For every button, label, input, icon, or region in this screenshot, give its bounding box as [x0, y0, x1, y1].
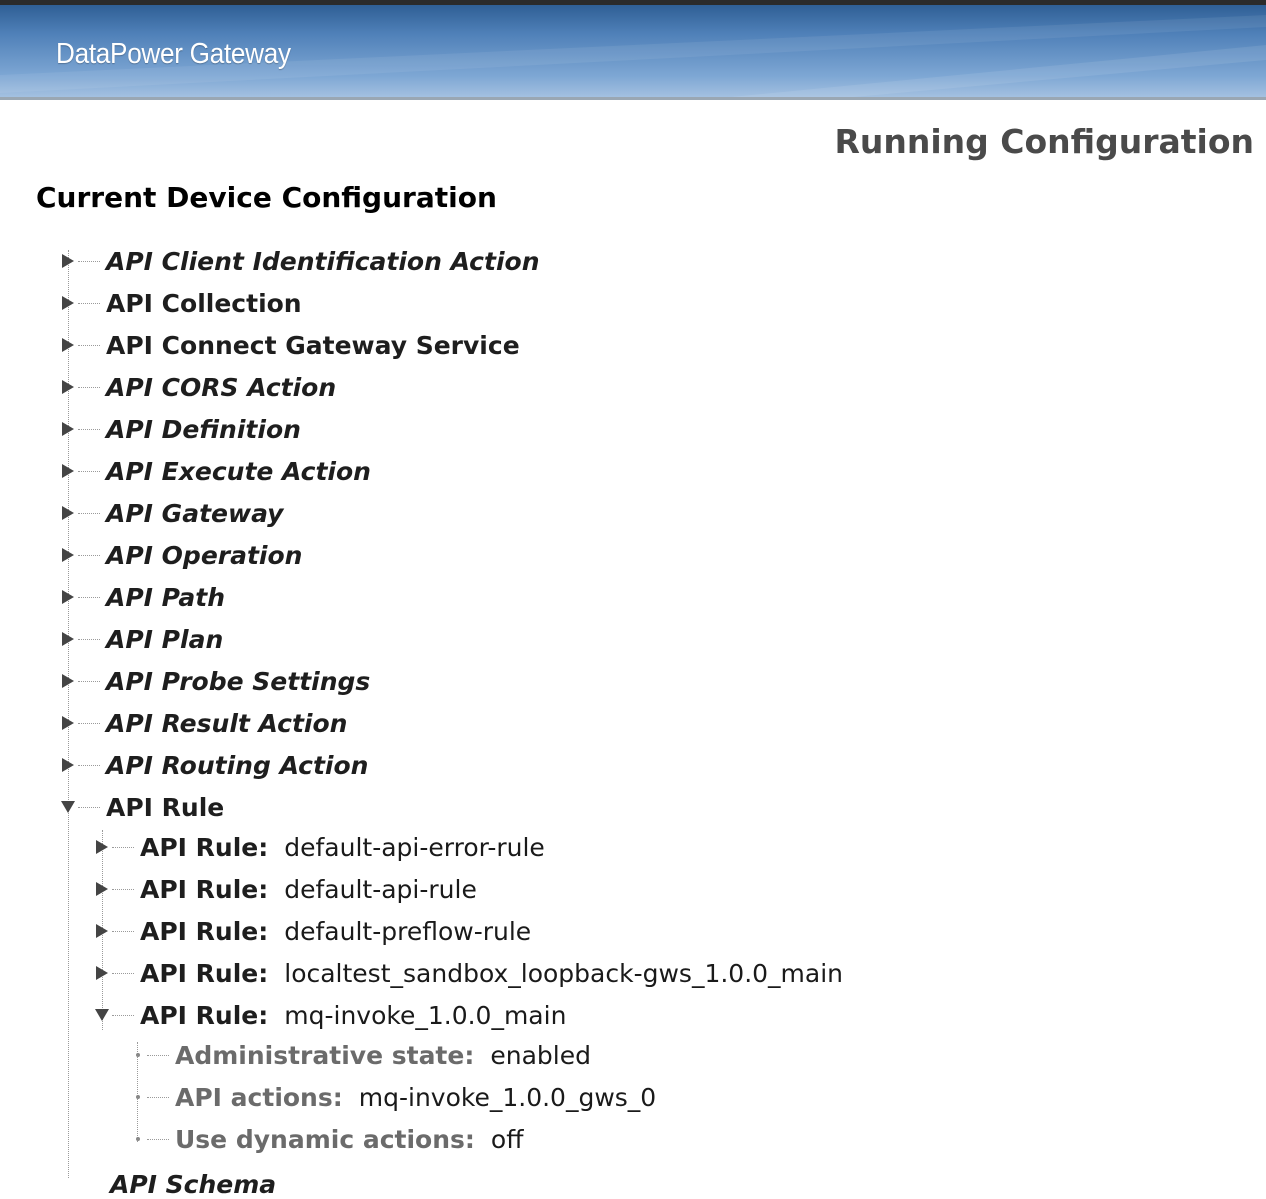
- tree-branch-line: [112, 973, 134, 974]
- tree-item-label[interactable]: API Execute Action: [106, 456, 371, 486]
- tree-item-label[interactable]: API Definition: [106, 414, 301, 444]
- api-rule-item[interactable]: [94, 916, 531, 946]
- tree-branch-line: [78, 807, 100, 808]
- tree-item-partial[interactable]: API Schema: [110, 1170, 277, 1199]
- tree-item-api-collection[interactable]: [60, 288, 302, 318]
- expand-arrow-icon[interactable]: [60, 547, 76, 563]
- expand-arrow-icon[interactable]: [60, 505, 76, 521]
- api-rule-label[interactable]: API Rule:: [140, 1000, 269, 1030]
- tree-item-label[interactable]: API Client Identification Action: [106, 246, 540, 276]
- api-rule-item[interactable]: [94, 832, 545, 862]
- api-rule-item[interactable]: [94, 958, 843, 988]
- section-heading: Current Device Configuration: [36, 181, 497, 214]
- expand-arrow-icon[interactable]: [94, 881, 110, 897]
- expand-arrow-icon[interactable]: [60, 715, 76, 731]
- api-rule-name[interactable]: default-api-error-rule: [284, 832, 545, 862]
- tree-item-label[interactable]: API Routing Action: [106, 750, 369, 780]
- api-rule-name[interactable]: default-api-rule: [284, 874, 477, 904]
- tree-item-api-probe-settings[interactable]: [60, 666, 370, 696]
- tree-branch-line: [78, 471, 100, 472]
- tree-item-api-routing-action[interactable]: [60, 750, 368, 780]
- expand-arrow-icon[interactable]: [60, 379, 76, 395]
- tree-item-label[interactable]: API Result Action: [106, 708, 348, 738]
- tree-item-label[interactable]: API Operation: [106, 540, 303, 570]
- expand-arrow-icon[interactable]: [60, 337, 76, 353]
- tree-branch-line: [112, 931, 134, 932]
- tree-item-label[interactable]: API Gateway: [106, 498, 284, 528]
- tree-item-api-definition[interactable]: [60, 414, 301, 444]
- tree-item-api-gateway[interactable]: [60, 498, 283, 528]
- tree-item-label[interactable]: API Probe Settings: [106, 666, 371, 696]
- property-row: [129, 1082, 656, 1112]
- tree-branch-line: [147, 1055, 169, 1056]
- property-row: [129, 1040, 591, 1070]
- tree-branch-line: [78, 387, 100, 388]
- tree-item-label[interactable]: API CORS Action: [106, 372, 337, 402]
- tree-branch-line: [78, 681, 100, 682]
- tree-item-api-execute-action[interactable]: [60, 456, 371, 486]
- tree-branch-line: [112, 889, 134, 890]
- tree-branch-line: [78, 429, 100, 430]
- tree-branch-line: [147, 1139, 169, 1140]
- expand-arrow-icon[interactable]: [94, 839, 110, 855]
- expand-arrow-icon[interactable]: [60, 631, 76, 647]
- tree-item-api-rule[interactable]: [60, 792, 224, 822]
- collapse-arrow-icon[interactable]: [94, 1007, 110, 1023]
- expand-arrow-icon[interactable]: [60, 421, 76, 437]
- expand-arrow-icon[interactable]: [60, 295, 76, 311]
- property-label: API actions:: [175, 1082, 343, 1112]
- expand-arrow-icon[interactable]: [60, 253, 76, 269]
- property-label: Administrative state:: [175, 1040, 475, 1070]
- api-rule-label[interactable]: API Rule:: [140, 832, 269, 862]
- expand-arrow-icon[interactable]: [60, 463, 76, 479]
- tree-branch-line: [112, 1015, 134, 1016]
- api-rule-name[interactable]: default-preflow-rule: [284, 916, 532, 946]
- tree-item-api-cors-action[interactable]: [60, 372, 336, 402]
- property-value: enabled: [490, 1040, 591, 1070]
- collapse-arrow-icon[interactable]: [60, 799, 76, 815]
- leaf-dot-icon: [129, 1047, 145, 1063]
- tree-branch-line: [78, 303, 100, 304]
- expand-arrow-icon[interactable]: [60, 589, 76, 605]
- tree-item-label[interactable]: API Collection: [106, 288, 302, 318]
- api-rule-label[interactable]: API Rule:: [140, 874, 269, 904]
- tree-branch-line: [78, 723, 100, 724]
- tree-item-api-result-action[interactable]: [60, 708, 347, 738]
- property-value: mq-invoke_1.0.0_gws_0: [358, 1082, 657, 1112]
- tree-branch-line: [78, 765, 100, 766]
- tree-branch-line: [147, 1097, 169, 1098]
- api-rule-name[interactable]: localtest_sandbox_loopback-gws_1.0.0_main: [284, 958, 844, 988]
- property-value: off: [490, 1124, 524, 1154]
- tree-item-label[interactable]: API Connect Gateway Service: [106, 330, 520, 360]
- tree-item-api-client-identification-action[interactable]: [60, 246, 540, 276]
- leaf-dot-icon: [129, 1089, 145, 1105]
- tree-item-api-connect-gateway-service[interactable]: [60, 330, 520, 360]
- expand-arrow-icon[interactable]: [60, 673, 76, 689]
- api-rule-label[interactable]: API Rule:: [140, 958, 269, 988]
- property-label: Use dynamic actions:: [175, 1124, 475, 1154]
- expand-arrow-icon[interactable]: [94, 923, 110, 939]
- tree-branch-line: [112, 847, 134, 848]
- tree-branch-line: [78, 639, 100, 640]
- leaf-dot-icon: [129, 1131, 145, 1147]
- api-rule-item[interactable]: [94, 1000, 566, 1030]
- tree-item-label[interactable]: API Path: [106, 582, 226, 612]
- expand-arrow-icon[interactable]: [60, 757, 76, 773]
- api-rule-name[interactable]: mq-invoke_1.0.0_main: [284, 1000, 567, 1030]
- tree-item-api-path[interactable]: [60, 582, 225, 612]
- api-rule-item[interactable]: [94, 874, 477, 904]
- api-rule-label[interactable]: API Rule:: [140, 916, 269, 946]
- tree-branch-line: [78, 597, 100, 598]
- tree-branch-line: [78, 345, 100, 346]
- tree-branch-line: [78, 261, 100, 262]
- property-row: [129, 1124, 523, 1154]
- tree-item-api-plan[interactable]: [60, 624, 223, 654]
- tree-item-api-operation[interactable]: [60, 540, 302, 570]
- tree-branch-line: [78, 555, 100, 556]
- tree-branch-line: [78, 513, 100, 514]
- brand-logo: DataPower Gateway: [56, 38, 291, 70]
- expand-arrow-icon[interactable]: [94, 965, 110, 981]
- tree-item-label[interactable]: API Plan: [106, 624, 224, 654]
- page-title: Running Configuration: [834, 122, 1254, 161]
- tree-item-label[interactable]: API Rule: [106, 792, 225, 822]
